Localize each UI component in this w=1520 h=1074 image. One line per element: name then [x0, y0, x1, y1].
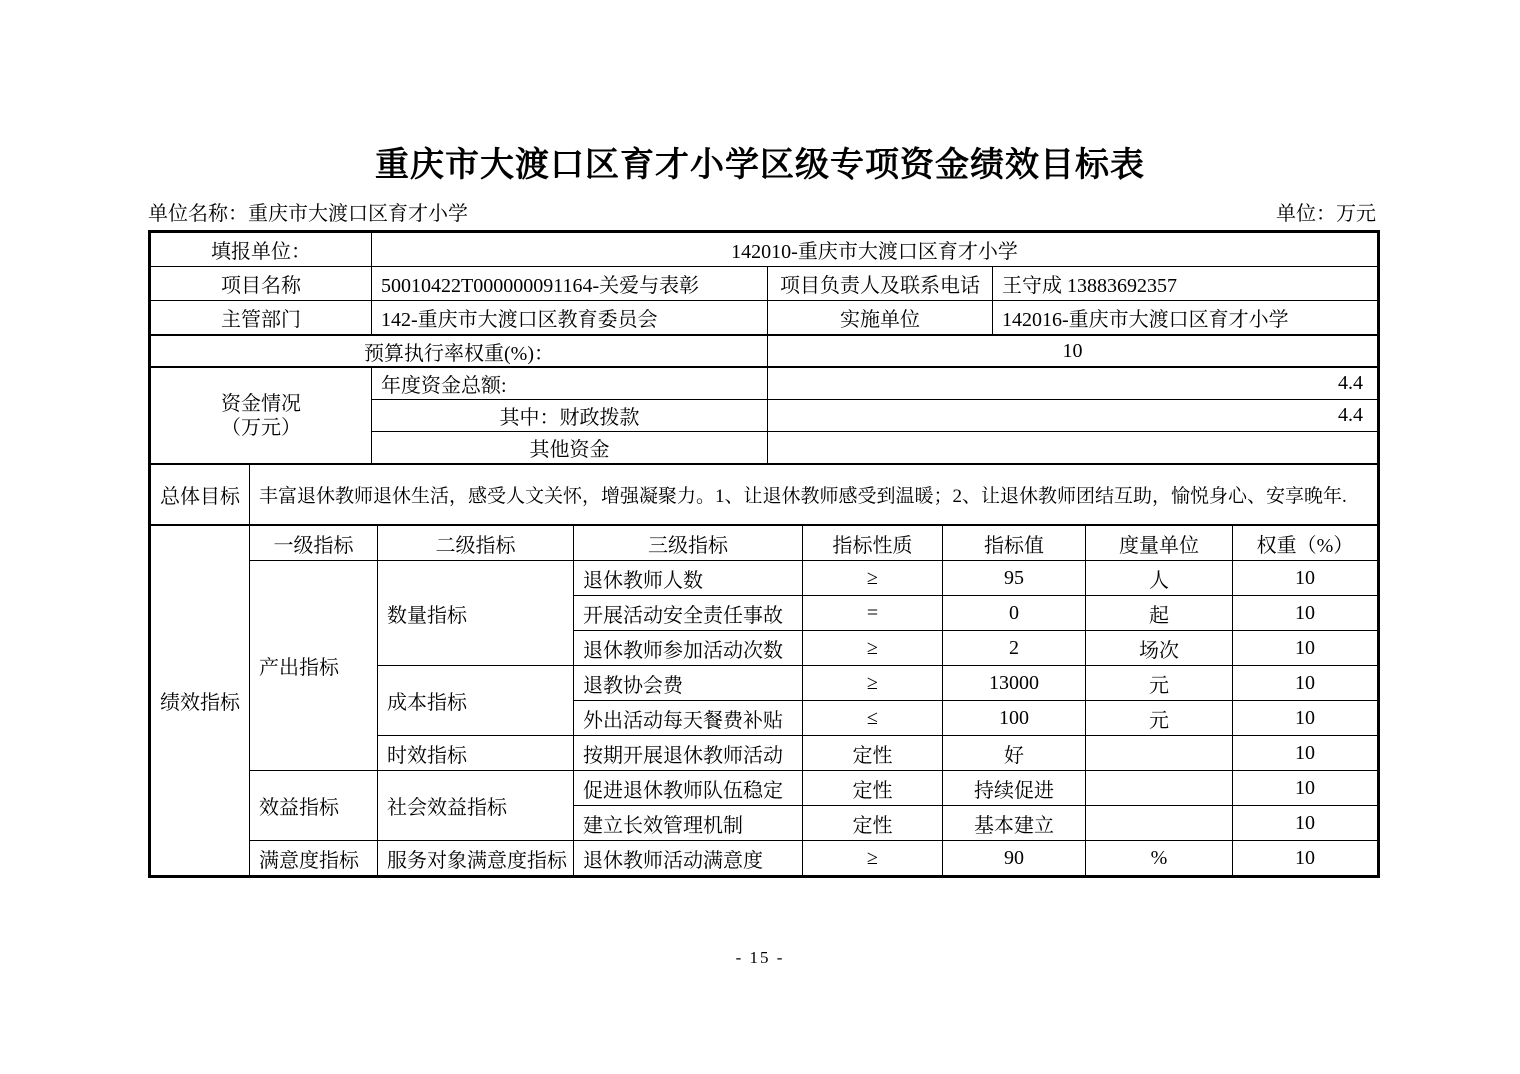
indicator-value: 2	[943, 631, 1086, 666]
header-weight: 权重（%）	[1233, 526, 1378, 561]
level2-quantity: 数量指标	[378, 561, 574, 666]
unit-currency-text: 单位：万元	[1276, 203, 1376, 225]
indicator-nature: 定性	[803, 771, 943, 806]
indicator-value: 0	[943, 596, 1086, 631]
indicator-weight: 10	[1233, 596, 1378, 631]
table-row	[151, 561, 1378, 596]
filler-unit-label: 填报单位：	[151, 233, 372, 267]
impl-unit-label: 实施单位	[768, 301, 993, 335]
indicator-nature: ≥	[803, 561, 943, 596]
header-level3: 三级指标	[574, 526, 803, 561]
indicator-value: 95	[943, 561, 1086, 596]
project-name-value: 50010422T000000091164-关爱与表彰	[372, 267, 768, 301]
indicator-value: 持续促进	[943, 771, 1086, 806]
indicator-weight: 10	[1233, 666, 1378, 701]
indicator-value: 100	[943, 701, 1086, 736]
funding-table	[150, 367, 1378, 464]
indicator-nature: ≥	[803, 631, 943, 666]
indicator-value: 90	[943, 841, 1086, 876]
indicator-nature: ≤	[803, 701, 943, 736]
budget-rate-label: 预算执行率权重(%)：	[151, 336, 768, 367]
indicators-table	[150, 525, 1378, 876]
indicator-weight: 10	[1233, 561, 1378, 596]
level1-output: 产出指标	[250, 561, 378, 771]
level1-benefit: 效益指标	[250, 771, 378, 841]
indicator-unit: 元	[1086, 701, 1233, 736]
table-row	[151, 465, 1378, 525]
funding-group-line1: 资金情况	[221, 392, 301, 415]
header-level2: 二级指标	[378, 526, 574, 561]
overall-goal-table	[150, 464, 1378, 525]
indicator-name: 退休教师参加活动次数	[574, 631, 803, 666]
table-row	[151, 336, 1378, 367]
indicator-name: 退休教师人数	[574, 561, 803, 596]
overall-goal-text: 丰富退休教师退休生活，感受人文关怀，增强凝聚力。1、让退休教师感受到温暖；2、让退休教师团结互助，愉悦身心、安享晚年.	[250, 465, 1378, 525]
indicator-value: 基本建立	[943, 806, 1086, 841]
indicator-weight: 10	[1233, 771, 1378, 806]
indicator-name: 促进退休教师队伍稳定	[574, 771, 803, 806]
header-level1: 一级指标	[250, 526, 378, 561]
level2-timeliness: 时效指标	[378, 736, 574, 771]
indicators-group-label: 绩效指标	[151, 526, 250, 876]
indicator-weight: 10	[1233, 631, 1378, 666]
dept-label: 主管部门	[151, 301, 372, 335]
table-row	[151, 841, 1378, 876]
project-leader-label: 项目负责人及联系电话	[768, 267, 993, 301]
other-funds-value	[768, 432, 1378, 464]
indicator-name: 按期开展退休教师活动	[574, 736, 803, 771]
funding-group-label	[151, 368, 372, 464]
indicator-name: 外出活动每天餐费补贴	[574, 701, 803, 736]
page-number: - 15 -	[735, 948, 785, 967]
indicator-unit	[1086, 771, 1233, 806]
indicator-nature: =	[803, 596, 943, 631]
header-nature: 指标性质	[803, 526, 943, 561]
page-title: 重庆市大渡口区育才小学区级专项资金绩效目标表	[375, 147, 1145, 184]
indicator-value: 13000	[943, 666, 1086, 701]
indicator-unit	[1086, 806, 1233, 841]
indicator-nature: ≥	[803, 841, 943, 876]
budget-rate-table	[150, 335, 1378, 367]
header-unit: 度量单位	[1086, 526, 1233, 561]
indicator-name: 退休教师活动满意度	[574, 841, 803, 876]
level2-social-benefit: 社会效益指标	[378, 771, 574, 841]
filler-unit-value: 142010-重庆市大渡口区育才小学	[372, 233, 1378, 267]
indicator-value: 好	[943, 736, 1086, 771]
indicator-weight: 10	[1233, 806, 1378, 841]
performance-target-table	[148, 230, 1380, 878]
level2-service-satisfaction: 服务对象满意度指标	[378, 841, 574, 876]
indicator-unit: 起	[1086, 596, 1233, 631]
fiscal-allocation-value: 4.4	[768, 400, 1378, 432]
indicator-name: 退教协会费	[574, 666, 803, 701]
table-row	[151, 267, 1378, 301]
project-leader-value: 王守成 13883692357	[993, 267, 1378, 301]
indicator-unit: 元	[1086, 666, 1233, 701]
indicator-weight: 10	[1233, 841, 1378, 876]
indicator-weight: 10	[1233, 736, 1378, 771]
level2-cost: 成本指标	[378, 666, 574, 736]
dept-value: 142-重庆市大渡口区教育委员会	[372, 301, 768, 335]
indicator-nature: 定性	[803, 736, 943, 771]
indicator-nature: 定性	[803, 806, 943, 841]
indicator-name: 开展活动安全责任事故	[574, 596, 803, 631]
annual-total-value: 4.4	[768, 368, 1378, 400]
indicator-weight: 10	[1233, 701, 1378, 736]
budget-rate-value: 10	[768, 336, 1378, 367]
header-value: 指标值	[943, 526, 1086, 561]
basic-info-table	[150, 232, 1378, 335]
table-row	[151, 368, 1378, 400]
impl-unit-value: 142016-重庆市大渡口区育才小学	[993, 301, 1378, 335]
indicator-unit: 场次	[1086, 631, 1233, 666]
table-row	[151, 233, 1378, 267]
indicator-nature: ≥	[803, 666, 943, 701]
indicator-unit: 人	[1086, 561, 1233, 596]
meta-line	[148, 202, 1376, 226]
overall-goal-label: 总体目标	[151, 465, 250, 525]
fiscal-allocation-label: 其中：财政拨款	[372, 400, 768, 432]
annual-total-label: 年度资金总额:	[372, 368, 768, 400]
indicator-unit	[1086, 736, 1233, 771]
level1-satisfaction: 满意度指标	[250, 841, 378, 876]
indicator-unit: %	[1086, 841, 1233, 876]
funding-group-line2: （万元）	[221, 416, 301, 439]
other-funds-label: 其他资金	[372, 432, 768, 464]
indicators-header-row	[151, 526, 1378, 561]
table-row	[151, 771, 1378, 806]
project-name-label: 项目名称	[151, 267, 372, 301]
unit-name-text: 单位名称：重庆市大渡口区育才小学	[148, 203, 468, 225]
table-row	[151, 301, 1378, 335]
indicator-name: 建立长效管理机制	[574, 806, 803, 841]
